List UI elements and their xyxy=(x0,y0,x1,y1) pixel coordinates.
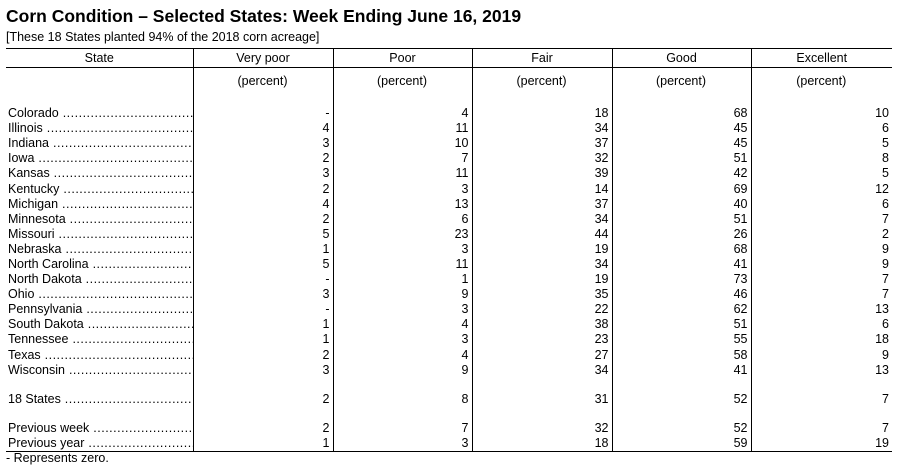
value-cell: - xyxy=(193,302,333,317)
state-name-cell xyxy=(6,181,193,196)
value-cell: 34 xyxy=(472,257,612,272)
value-cell: - xyxy=(193,106,333,121)
value-cell: 12 xyxy=(751,181,892,196)
value-cell: 34 xyxy=(472,363,612,378)
value-cell: 1 xyxy=(193,332,333,347)
value-cell: 58 xyxy=(612,348,751,363)
value-cell: 19 xyxy=(472,272,612,287)
value-cell: 40 xyxy=(612,197,751,212)
state-label: Iowa ..... xyxy=(8,151,193,165)
state-name-cell xyxy=(6,302,193,317)
spacer-cell xyxy=(193,378,333,392)
value-cell: 1 xyxy=(193,242,333,257)
value-cell: 42 xyxy=(612,166,751,181)
column-header-fair: Fair xyxy=(472,49,612,68)
state-row xyxy=(6,121,892,136)
value-cell: 4 xyxy=(193,197,333,212)
state-label: Nebraska ..... xyxy=(8,242,193,256)
value-cell: 3 xyxy=(333,332,472,347)
spacer-cell xyxy=(472,407,612,421)
value-cell: 32 xyxy=(472,421,612,436)
state-label: Kansas ..... xyxy=(8,166,193,180)
state-label: Missouri ..... xyxy=(8,227,193,241)
state-name-cell xyxy=(6,421,193,436)
value-cell: 13 xyxy=(751,363,892,378)
spacer-cell xyxy=(472,378,612,392)
units-label: (percent) xyxy=(612,68,751,107)
spacer-cell xyxy=(333,378,472,392)
column-header-good: Good xyxy=(612,49,751,68)
value-cell: 7 xyxy=(333,421,472,436)
value-cell: 10 xyxy=(333,136,472,151)
value-cell: 37 xyxy=(472,136,612,151)
value-cell: 1 xyxy=(333,272,472,287)
column-header-poor: Poor xyxy=(333,49,472,68)
value-cell: 45 xyxy=(612,121,751,136)
value-cell: 52 xyxy=(612,392,751,407)
value-cell: 5 xyxy=(193,257,333,272)
value-cell: 44 xyxy=(472,227,612,242)
spacer-cell xyxy=(612,378,751,392)
state-row xyxy=(6,242,892,257)
state-label: 18 States ..... xyxy=(8,392,193,406)
state-row xyxy=(6,332,892,347)
state-name-cell xyxy=(6,332,193,347)
value-cell: 5 xyxy=(751,136,892,151)
value-cell: 2 xyxy=(193,151,333,166)
value-cell: 7 xyxy=(751,212,892,227)
state-label: Kentucky ..... xyxy=(8,182,193,196)
value-cell: 2 xyxy=(193,212,333,227)
previous-row xyxy=(6,436,892,452)
state-label: Previous week ..... xyxy=(8,421,193,435)
state-name-cell xyxy=(6,121,193,136)
value-cell: 62 xyxy=(612,302,751,317)
units-label: (percent) xyxy=(193,68,333,107)
state-label: Michigan ..... xyxy=(8,197,193,211)
value-cell: 1 xyxy=(193,317,333,332)
units-label: (percent) xyxy=(751,68,892,107)
state-name-cell xyxy=(6,227,193,242)
units-label: (percent) xyxy=(472,68,612,107)
value-cell: 68 xyxy=(612,106,751,121)
state-name-cell xyxy=(6,151,193,166)
state-row xyxy=(6,272,892,287)
state-row xyxy=(6,136,892,151)
value-cell: 14 xyxy=(472,181,612,196)
column-header-very-poor: Very poor xyxy=(193,49,333,68)
value-cell: 23 xyxy=(333,227,472,242)
value-cell: 7 xyxy=(333,151,472,166)
value-cell: 18 xyxy=(472,436,612,452)
spacer-cell xyxy=(333,407,472,421)
state-row xyxy=(6,181,892,196)
value-cell: 2 xyxy=(193,181,333,196)
state-name-cell xyxy=(6,287,193,302)
state-row xyxy=(6,227,892,242)
value-cell: 51 xyxy=(612,212,751,227)
spacer-cell xyxy=(612,407,751,421)
value-cell: 3 xyxy=(193,363,333,378)
state-name-cell xyxy=(6,136,193,151)
state-row xyxy=(6,166,892,181)
value-cell: 6 xyxy=(751,121,892,136)
value-cell: 4 xyxy=(333,348,472,363)
value-cell: 3 xyxy=(193,166,333,181)
value-cell: 52 xyxy=(612,421,751,436)
previous-row xyxy=(6,421,892,436)
state-row xyxy=(6,106,892,121)
value-cell: 3 xyxy=(193,136,333,151)
value-cell: 73 xyxy=(612,272,751,287)
state-name-cell xyxy=(6,106,193,121)
value-cell: 2 xyxy=(751,227,892,242)
state-row xyxy=(6,257,892,272)
footnote: - Represents zero. xyxy=(6,451,109,465)
state-name-cell xyxy=(6,242,193,257)
value-cell: 55 xyxy=(612,332,751,347)
value-cell: 6 xyxy=(751,317,892,332)
value-cell: 39 xyxy=(472,166,612,181)
value-cell: 26 xyxy=(612,227,751,242)
state-row xyxy=(6,287,892,302)
spacer-cell xyxy=(6,378,193,392)
value-cell: 2 xyxy=(193,421,333,436)
state-name-cell xyxy=(6,257,193,272)
value-cell: 7 xyxy=(751,287,892,302)
state-name-cell xyxy=(6,166,193,181)
value-cell: 9 xyxy=(333,363,472,378)
value-cell: 1 xyxy=(193,436,333,452)
state-label: Wisconsin ..... xyxy=(8,363,193,377)
value-cell: 13 xyxy=(751,302,892,317)
value-cell: 34 xyxy=(472,121,612,136)
value-cell: 11 xyxy=(333,121,472,136)
value-cell: 11 xyxy=(333,166,472,181)
value-cell: 19 xyxy=(751,436,892,452)
state-label: Indiana ..... xyxy=(8,136,193,150)
state-row xyxy=(6,348,892,363)
state-row xyxy=(6,317,892,332)
state-name-cell xyxy=(6,363,193,378)
value-cell: 2 xyxy=(193,392,333,407)
value-cell: 9 xyxy=(751,348,892,363)
state-label: Texas ..... xyxy=(8,348,193,362)
state-label: Minnesota ..... xyxy=(8,212,193,226)
value-cell: 31 xyxy=(472,392,612,407)
value-cell: 51 xyxy=(612,317,751,332)
value-cell: 34 xyxy=(472,212,612,227)
spacer-cell xyxy=(6,407,193,421)
value-cell: 7 xyxy=(751,421,892,436)
value-cell: 6 xyxy=(751,197,892,212)
state-row xyxy=(6,212,892,227)
value-cell: 3 xyxy=(333,436,472,452)
state-name-cell xyxy=(6,197,193,212)
value-cell: 46 xyxy=(612,287,751,302)
column-header-excellent: Excellent xyxy=(751,49,892,68)
state-name-cell xyxy=(6,392,193,407)
value-cell: 37 xyxy=(472,197,612,212)
state-name-cell xyxy=(6,272,193,287)
state-name-cell xyxy=(6,212,193,227)
value-cell: 4 xyxy=(333,106,472,121)
value-cell: 51 xyxy=(612,151,751,166)
value-cell: 23 xyxy=(472,332,612,347)
value-cell: 18 xyxy=(472,106,612,121)
state-name-cell xyxy=(6,436,193,452)
state-row xyxy=(6,197,892,212)
value-cell: 22 xyxy=(472,302,612,317)
value-cell: 11 xyxy=(333,257,472,272)
value-cell: 8 xyxy=(751,151,892,166)
total-row xyxy=(6,392,892,407)
value-cell: - xyxy=(193,272,333,287)
value-cell: 4 xyxy=(193,121,333,136)
state-row xyxy=(6,363,892,378)
value-cell: 7 xyxy=(751,272,892,287)
state-label: North Dakota ..... xyxy=(8,272,193,286)
table-body xyxy=(6,68,892,452)
value-cell: 41 xyxy=(612,257,751,272)
value-cell: 41 xyxy=(612,363,751,378)
spacer-cell xyxy=(193,407,333,421)
value-cell: 9 xyxy=(751,242,892,257)
condition-table xyxy=(6,48,892,452)
state-label: Previous year ..... xyxy=(8,436,193,450)
value-cell: 3 xyxy=(333,181,472,196)
value-cell: 13 xyxy=(333,197,472,212)
state-name-cell xyxy=(6,348,193,363)
value-cell: 27 xyxy=(472,348,612,363)
table-title: Corn Condition – Selected States: Week Ending June 16, 2019 xyxy=(6,6,522,26)
value-cell: 18 xyxy=(751,332,892,347)
value-cell: 9 xyxy=(333,287,472,302)
value-cell: 69 xyxy=(612,181,751,196)
units-row xyxy=(6,68,892,107)
value-cell: 19 xyxy=(472,242,612,257)
state-label: North Carolina ..... xyxy=(8,257,193,271)
table-subtitle: [These 18 States planted 94% of the 2018 corn acreage] xyxy=(6,30,320,44)
value-cell: 3 xyxy=(193,287,333,302)
value-cell: 10 xyxy=(751,106,892,121)
spacer-cell xyxy=(751,378,892,392)
units-label: (percent) xyxy=(333,68,472,107)
state-label: Illinois ..... xyxy=(8,121,193,135)
value-cell: 9 xyxy=(751,257,892,272)
condition-table-container xyxy=(6,48,892,452)
value-cell: 45 xyxy=(612,136,751,151)
value-cell: 35 xyxy=(472,287,612,302)
spacer-row xyxy=(6,378,892,392)
header-row xyxy=(6,49,892,68)
value-cell: 3 xyxy=(333,302,472,317)
value-cell: 8 xyxy=(333,392,472,407)
value-cell: 6 xyxy=(333,212,472,227)
value-cell: 2 xyxy=(193,348,333,363)
state-name-cell xyxy=(6,317,193,332)
value-cell: 59 xyxy=(612,436,751,452)
value-cell: 3 xyxy=(333,242,472,257)
spacer-row xyxy=(6,407,892,421)
value-cell: 32 xyxy=(472,151,612,166)
state-label: Tennessee ..... xyxy=(8,332,193,346)
value-cell: 4 xyxy=(333,317,472,332)
state-label: South Dakota ..... xyxy=(8,317,193,331)
value-cell: 38 xyxy=(472,317,612,332)
state-row xyxy=(6,302,892,317)
spacer-cell xyxy=(751,407,892,421)
units-blank xyxy=(6,68,193,107)
value-cell: 68 xyxy=(612,242,751,257)
state-label: Colorado ..... xyxy=(8,106,193,120)
state-label: Ohio ..... xyxy=(8,287,193,301)
value-cell: 5 xyxy=(751,166,892,181)
column-header-state: State xyxy=(6,49,193,68)
state-row xyxy=(6,151,892,166)
value-cell: 5 xyxy=(193,227,333,242)
state-label: Pennsylvania ..... xyxy=(8,302,193,316)
value-cell: 7 xyxy=(751,392,892,407)
